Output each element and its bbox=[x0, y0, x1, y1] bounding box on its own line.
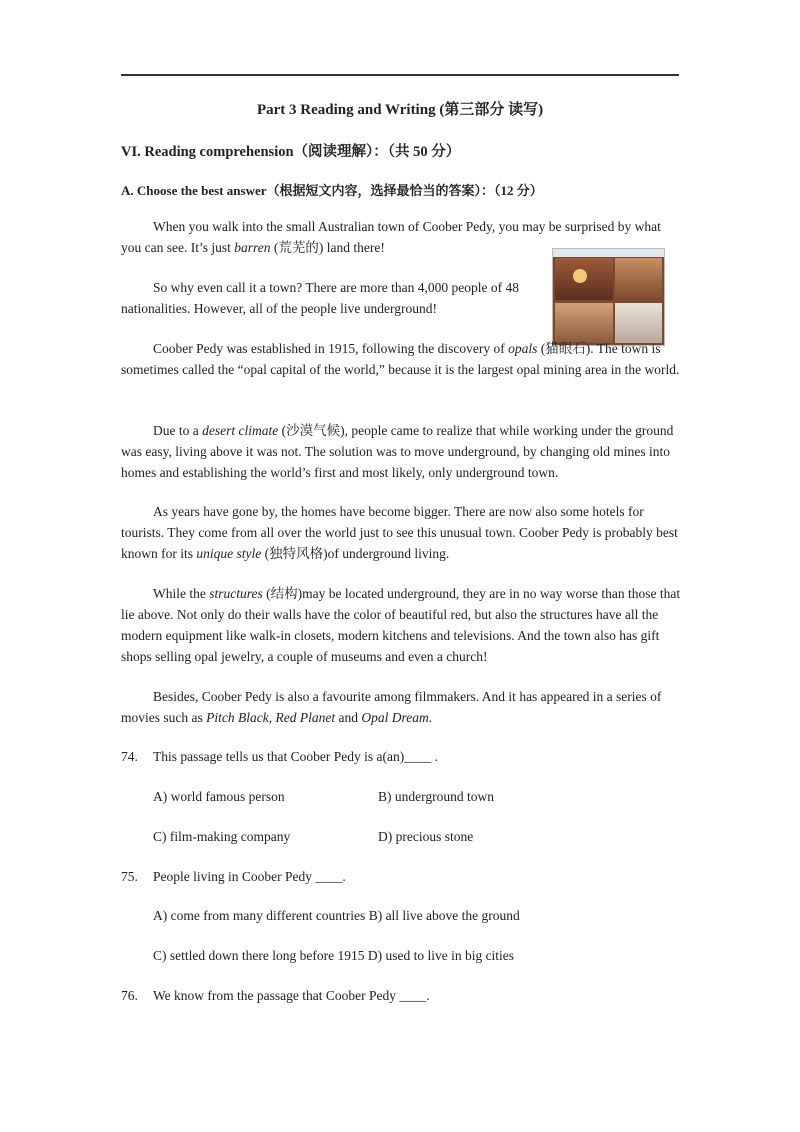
question-76 bbox=[121, 988, 430, 1004]
question-text: We know from the passage that Coober Pedy ____. bbox=[153, 988, 430, 1003]
option-75-c: C) settled down there long before 1915 bbox=[153, 948, 365, 963]
passage-paragraph-2: So why even call it a town? There are more than 4,000 people of 48 nationalities. However, all of the people live underground! bbox=[121, 280, 520, 316]
question-text: This passage tells us that Coober Pedy is a(an)____ . bbox=[153, 749, 438, 764]
underground-home-photo bbox=[552, 248, 665, 346]
question-text: People living in Coober Pedy ____. bbox=[153, 869, 346, 884]
passage-paragraph-6: While the structures (结构)may be located underground, they are in no way worse than those that lie above. Not only do their walls have the color of beautiful red, but also the structures have all the modern equipment like walk-in closets, modern kitchens and televisions. And the town also has gift shops selling opal jewelry, a couple of museums and even a church! bbox=[121, 586, 681, 664]
section-heading: VI. Reading comprehension（阅读理解）：（共 50 分） bbox=[121, 144, 461, 160]
option-75-d: D) used to live in big cities bbox=[367, 948, 515, 963]
option-74-a: A) world famous person bbox=[153, 789, 285, 804]
passage-paragraph-5: As years have gone by, the homes have become bigger. There are now also some hotels for tourists. They come from all over the world just to see this unusual town. Coober Pedy is probably best known for its unique style (独特风格)of underground living. bbox=[121, 504, 678, 561]
passage-paragraph-3: Coober Pedy was established in 1915, following the discovery of opals (猫眼石). The town is sometimes called the “opal capital of the world,” because it is the largest opal mining area in the world. bbox=[121, 341, 680, 377]
passage-paragraph-4: Due to a desert climate (沙漠气候), people came to realize that while working under the ground was easy, living above it was not. The solution was to move underground, by changing old mines into homes and establishing the world’s first and most likely, only underground town. bbox=[121, 423, 674, 480]
option-74-c: C) film-making company bbox=[153, 829, 291, 844]
top-rule bbox=[121, 74, 679, 76]
question-number: 74. bbox=[121, 749, 138, 764]
question-number: 76. bbox=[121, 988, 138, 1003]
option-74-b: B) underground town bbox=[378, 789, 494, 804]
question-number: 75. bbox=[121, 869, 138, 884]
option-74-d: D) precious stone bbox=[378, 829, 474, 844]
subsection-heading: A. Choose the best answer（根据短文内容，选择最恰当的答案）：（12 分） bbox=[121, 183, 543, 198]
passage-paragraph-7: Besides, Coober Pedy is also a favourite among filmmakers. And it has appeared in a series of movies such as Pitch Black, Red Planet and Opal Dream. bbox=[121, 689, 662, 725]
question-75 bbox=[121, 869, 346, 885]
option-75-b: B) all live above the ground bbox=[368, 908, 520, 923]
question-74 bbox=[121, 749, 438, 765]
option-75-ab-line bbox=[153, 908, 520, 924]
passage-paragraph-1: When you walk into the small Australian town of Coober Pedy, you may be surprised by what you can see. It’s just barren (荒芜的) land there! bbox=[121, 219, 661, 255]
option-75-cd-line bbox=[153, 948, 514, 964]
part-title: Part 3 Reading and Writing (第三部分 读写) bbox=[256, 102, 544, 118]
option-75-a: A) come from many different countries bbox=[153, 908, 366, 923]
